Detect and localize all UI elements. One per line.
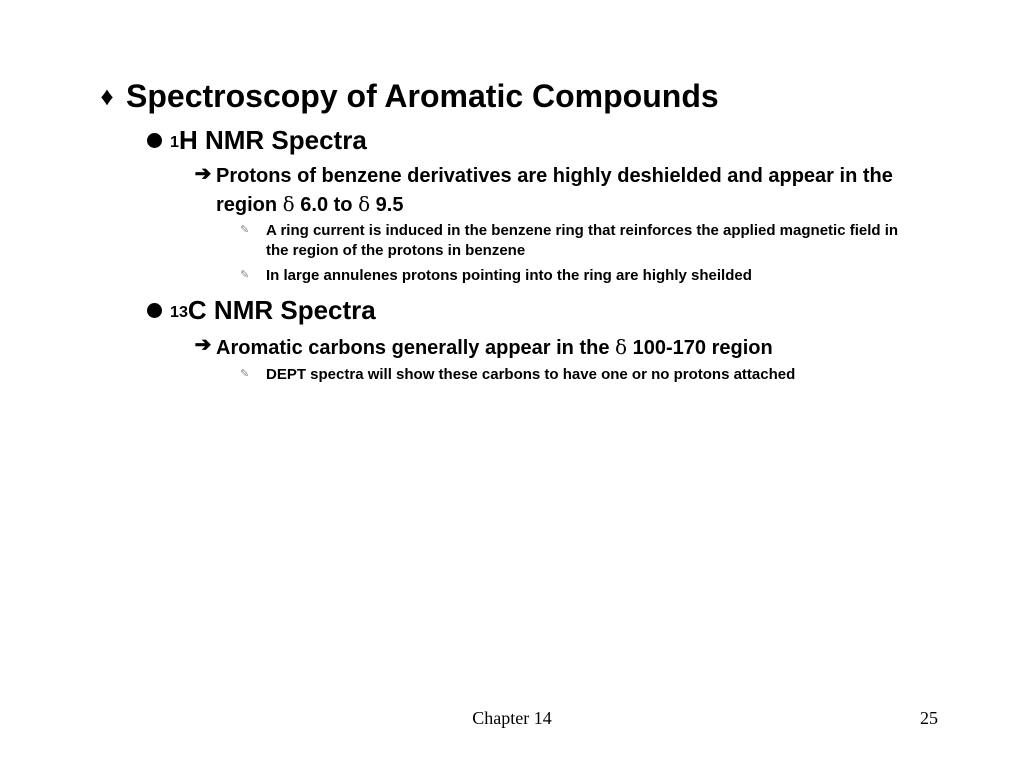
dot-bullet-icon — [138, 295, 170, 325]
section-heading-row-1h — [138, 125, 938, 155]
isotope-superscript: 1 — [170, 132, 179, 151]
section-heading-text: C NMR Spectra — [187, 295, 376, 325]
subpoint-text: A ring current is induced in the benzene ring that reinforces the applied magnetic field in the region of the protons in benzene — [266, 222, 899, 259]
slide-title: Spectroscopy of Aromatic Compounds — [126, 78, 719, 114]
point-row-13c — [190, 333, 930, 362]
point-text-part: Protons of benzene derivatives are highly deshielded and appear in the region — [216, 165, 893, 216]
footer-chapter: Chapter 14 — [472, 708, 552, 728]
delta-symbol: δ — [358, 192, 371, 216]
dot-bullet-icon — [138, 125, 170, 155]
delta-symbol: δ — [282, 192, 295, 216]
point-text-part: 9.5 — [370, 194, 404, 216]
subpoint-row — [238, 266, 918, 286]
point-text-part: Aromatic carbons generally appear in the — [216, 337, 616, 359]
point-text-part: 6.0 to — [294, 194, 359, 216]
section-heading-text: H NMR Spectra — [178, 125, 367, 155]
subpoint-row — [238, 221, 918, 261]
pencil-bullet-icon: ✎ — [240, 224, 250, 236]
diamond-bullet-icon: ♦ — [100, 81, 114, 111]
section-heading-13c — [170, 295, 938, 325]
arrow-bullet-icon: ➔ — [194, 334, 212, 356]
slide-title-row — [88, 78, 948, 114]
subpoint-row — [238, 365, 918, 385]
point-text-1h — [216, 162, 930, 219]
section-heading-1h — [170, 125, 938, 155]
subpoint-text: In large annulenes protons pointing into the ring are highly sheilded — [266, 267, 752, 284]
pencil-bullet-icon: ✎ — [240, 269, 250, 281]
arrow-bullet-icon: ➔ — [194, 163, 212, 185]
pencil-bullet-icon: ✎ — [240, 368, 250, 380]
point-text-part: 100-170 region — [627, 337, 773, 359]
point-text-13c — [216, 333, 930, 362]
isotope-superscript: 13 — [170, 302, 188, 321]
page-number: 25 — [920, 708, 938, 728]
delta-symbol: δ — [615, 335, 628, 359]
point-row-1h — [190, 162, 930, 219]
subpoint-text: DEPT spectra will show these carbons to have one or no protons attached — [266, 366, 796, 383]
section-heading-row-13c — [138, 295, 938, 325]
